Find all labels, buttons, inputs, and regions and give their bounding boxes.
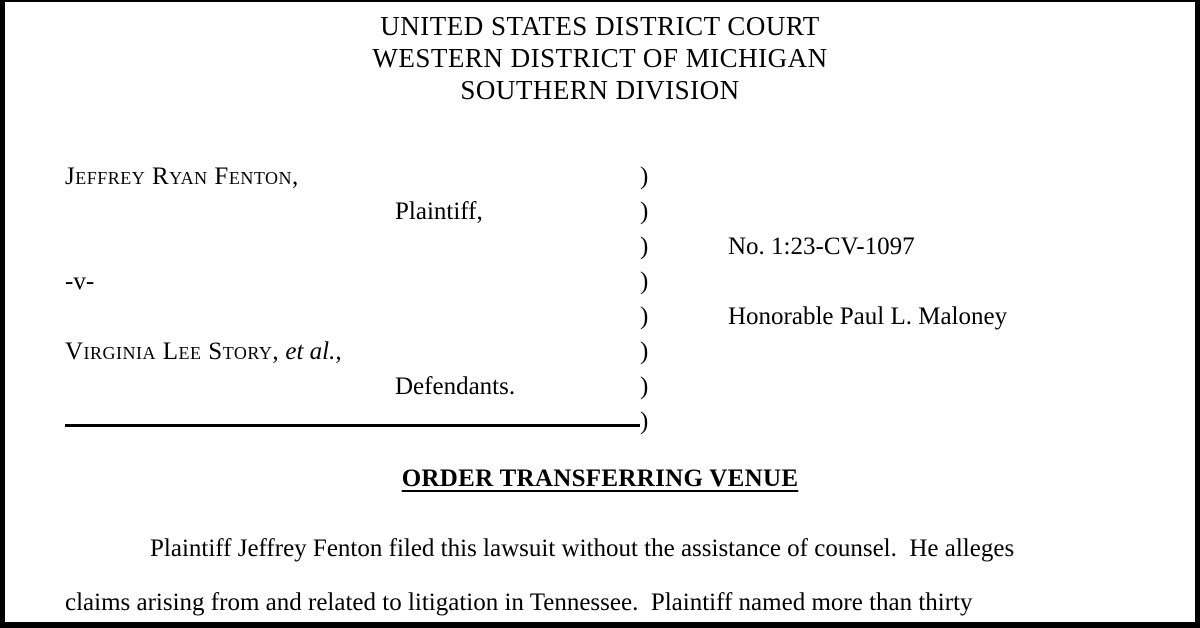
caption-paren: ) (640, 408, 649, 435)
caption-spacer (670, 334, 1195, 369)
caption-paren: ) (640, 303, 649, 330)
caption-spacer (65, 299, 640, 334)
caption-spacer (670, 194, 1195, 229)
defendant-name: Virginia Lee Story, (65, 338, 280, 365)
caption-spacer (670, 404, 1195, 439)
defendant-name-row (65, 334, 640, 369)
caption-paren: ) (640, 268, 649, 295)
caption-rule (65, 424, 640, 427)
judge-name: Honorable Paul L. Maloney (728, 303, 1008, 330)
caption-paren: ) (640, 163, 649, 190)
caption-paren: ) (640, 198, 649, 225)
case-number: No. 1:23-CV-1097 (728, 233, 915, 260)
court-district: WESTERN DISTRICT OF MICHIGAN (372, 43, 828, 73)
caption-spacer (670, 159, 1195, 194)
court-name: UNITED STATES DISTRICT COURT (380, 11, 820, 41)
order-body (65, 522, 1140, 628)
plaintiff-label: Plaintiff, (395, 198, 483, 225)
caption-spacer (65, 229, 640, 264)
caption-rule-row (65, 404, 640, 439)
caption-paren: ) (640, 338, 649, 365)
defendant-label: Defendants. (395, 373, 516, 400)
case-caption (65, 159, 1195, 439)
plaintiff-name: Jeffrey Ryan Fenton, (65, 163, 299, 190)
order-body-line-1: Plaintiff Jeffrey Fenton filed this lawsuit without the assistance of counsel. He alleges (150, 535, 1015, 562)
caption-paren: ) (640, 373, 649, 400)
defendant-etal: et al., (285, 338, 342, 365)
order-body-line-2: claims arising from and related to litigation in Tennessee. Plaintiff named more than thirty (65, 589, 973, 616)
court-division: SOUTHERN DIVISION (460, 75, 740, 105)
versus-label: -v- (65, 268, 95, 295)
court-header (5, 10, 1195, 106)
order-title: ORDER TRANSFERRING VENUE (401, 465, 799, 492)
caption-paren: ) (640, 233, 649, 260)
caption-spacer (670, 264, 1195, 299)
caption-spacer (670, 369, 1195, 404)
